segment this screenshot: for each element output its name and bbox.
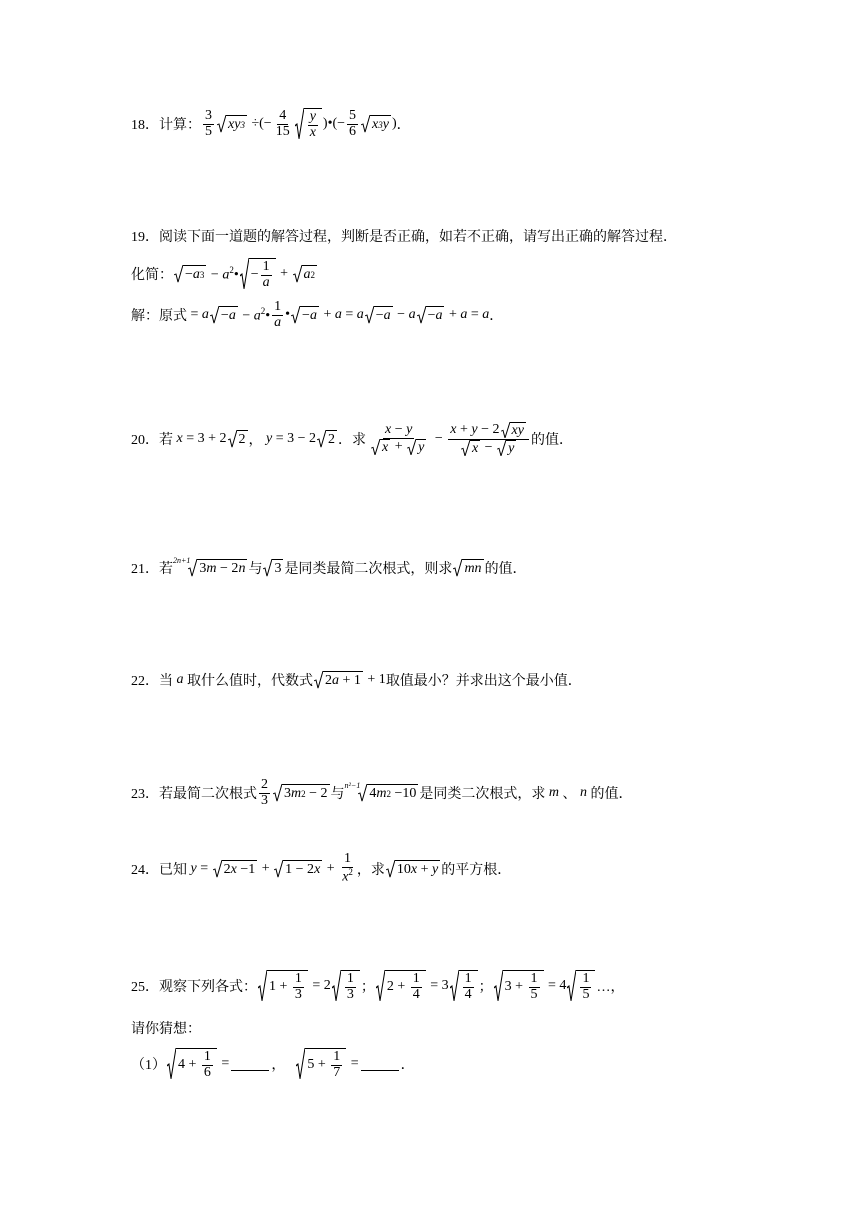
separator: ； <box>360 980 375 996</box>
answer-blank[interactable] <box>361 1058 399 1071</box>
radical: $\frac{1}{3}$ <box>332 970 360 1002</box>
problem-number: 18． <box>131 118 159 134</box>
problem-lead: 若 <box>159 562 173 577</box>
problem-19-expression: 化简： − a 3 − $a^2•$ − $\frac{1}{a}$ + a 2 <box>131 259 316 290</box>
radical: 2 <box>228 430 248 448</box>
problem-text: 与 <box>330 787 345 803</box>
problem-text: 取值最小？并求出这个最小值． <box>385 674 582 689</box>
problem-tail: 的值． <box>530 433 573 449</box>
problem-text: ， <box>248 433 263 449</box>
sub-label: 化简： <box>131 268 173 284</box>
problem-18: 18． 计算： $\frac{3}{5}$ xy 3 ÷(− $\frac{4}{15}$ $\frac{y}{x}$ )•(− $\frac{5}{6}$ x 3 y ) ． <box>131 108 411 140</box>
problem-lead: 已知 <box>159 862 187 878</box>
problem-tail: ． <box>396 118 411 134</box>
problem-lead: 观察下列各式： <box>159 980 257 996</box>
problem-number: 25． <box>131 980 159 996</box>
problem-text: 取什么值时，代数式 <box>187 674 313 689</box>
radical: 3 + $\frac{1}{5}$ <box>494 970 544 1002</box>
radical: $\frac{1}{4}$ <box>450 970 478 1002</box>
problem-24: 24． 已知 y = 2 x −1 + 1 − 2 x + $\frac{1}{x^2}$ ，求 10 x + y 的平方根． <box>131 851 512 885</box>
problem-tail: 的值． <box>590 787 633 803</box>
radical: x 3 y <box>361 115 391 133</box>
radical: 3 m − 2 n <box>188 559 247 577</box>
problem-tail: ． <box>489 309 504 325</box>
problem-number: 20． <box>131 433 159 449</box>
radical: 3 m 2 − 2 <box>273 784 330 802</box>
problem-21: 21． 若 2n+1 3 m − 2 n 与 3 是同类最简二次根式，则求 mn 的值． <box>131 555 527 577</box>
problem-text: ，求 <box>356 862 385 878</box>
problem-20: 20． 若 x = 3 + 2 2 ， y = 3 − 2 2 ．求 x − y x + y − x + y − 2 xy x − y 的值． <box>131 422 573 456</box>
solution-label: 解：原式 <box>131 309 187 325</box>
problem-tail: 的平方根． <box>441 862 512 878</box>
fraction: $\frac{5}{6}$ <box>349 108 357 139</box>
problem-text: 、 <box>562 787 577 803</box>
fraction: $\frac{3}{5}$ <box>205 108 212 139</box>
problem-number: 21． <box>131 562 159 577</box>
problem-lead: 计算： <box>159 118 201 134</box>
problem-lead: 阅读下面一道题的解答过程，判断是否正确，如若不正确，请写出正确的解答过程． <box>159 230 677 245</box>
problem-tail: ． <box>400 1058 415 1074</box>
radical: 4 m 2 −10 <box>358 784 418 802</box>
separator: ； <box>478 980 493 996</box>
radical: 1 + $\frac{1}{3}$ <box>258 970 308 1002</box>
radical: 10 x + y <box>386 860 440 878</box>
problem-number: 23． <box>131 787 159 803</box>
radical: 2 <box>317 430 337 448</box>
radical: − a 3 <box>174 265 206 283</box>
problem-tail: 的值． <box>484 562 527 577</box>
problem-25: 25． 观察下列各式： 1 + $\frac{1}{3}$ = 2 $\frac{1}{3}$ ； 2 + $\frac{1}{4}$ = 3 $\frac{1}{4}$ ； 3 + $\frac{1}{5}$ = 4 $\frac{1}{5}$ …， <box>131 971 625 1002</box>
problem-19 <box>131 226 677 246</box>
problem-25-prompt <box>131 1018 201 1038</box>
fraction: $\frac{1}{a}$ <box>274 299 282 330</box>
radical: 2 + $\frac{1}{4}$ <box>376 970 426 1002</box>
problem-text: 请你猜想： <box>131 1022 201 1037</box>
problem-lead: 当 <box>159 674 173 689</box>
radical: − a <box>291 306 319 324</box>
radical: 2 x −1 <box>213 860 258 878</box>
problem-number: 22． <box>131 674 159 689</box>
radical: $\frac{y}{x}$ <box>295 108 322 140</box>
problem-text: ．求 <box>338 433 367 449</box>
radical: 5 + $\frac{1}{7}$ <box>296 1048 346 1080</box>
problem-text: 是同类最简二次根式，则求 <box>284 562 453 577</box>
radical: 4 + $\frac{1}{6}$ <box>167 1048 217 1080</box>
problem-text: 是同类二次根式，求 <box>419 787 546 803</box>
radical: − a <box>365 306 393 324</box>
radical: − a <box>417 306 445 324</box>
problem-lead: 若 <box>159 433 173 449</box>
problem-22: 22． 当 a 取什么值时，代数式 2 a + 1 + 1 取值最小？并求出这个最小值． <box>131 672 582 689</box>
radical: 2 a + 1 <box>314 671 363 689</box>
fraction: $\frac{1}{x^2}$ <box>342 851 353 885</box>
part-label: （1） <box>131 1058 166 1074</box>
fraction: $\frac{2}{3}$ <box>261 777 268 808</box>
fraction: x + y − 2 xy x − y <box>448 422 529 456</box>
problem-23: 23． 若最简二次根式 $\frac{2}{3}$ 3 m 2 − 2 与 n²−1 4 m 2 −10 是同类二次根式，求 m 、 n 的值． <box>131 777 633 808</box>
problem-number: 19． <box>131 230 159 245</box>
separator: ， <box>271 1058 286 1074</box>
answer-blank[interactable] <box>231 1058 269 1071</box>
problem-tail: …， <box>596 980 625 996</box>
radical: 3 <box>263 559 283 577</box>
problem-25-part-1: （1） 4 + $\frac{1}{6}$ = ， 5 + $\frac{1}{7}$ = ． <box>131 1049 415 1080</box>
radical: $\frac{1}{5}$ <box>567 970 595 1002</box>
fraction: x − y x + y <box>368 423 429 455</box>
radical: − $\frac{1}{a}$ <box>240 258 276 290</box>
problem-lead: 若最简二次根式 <box>159 787 257 803</box>
problem-number: 24． <box>131 862 159 878</box>
radical: a 2 <box>293 265 318 283</box>
fraction: $\frac{4}{15}$ <box>275 108 290 139</box>
problem-19-solution: 解：原式 = a − a − $a^2•$ $\frac{1}{a}$ • − a + a = a − a − a − a + a = a ． <box>131 299 504 330</box>
radical: 1 − 2 x <box>274 860 322 878</box>
problem-text: 与 <box>248 562 263 577</box>
radical: − a <box>210 306 238 324</box>
radical: mn <box>453 559 483 577</box>
radical: xy 3 <box>217 115 247 133</box>
